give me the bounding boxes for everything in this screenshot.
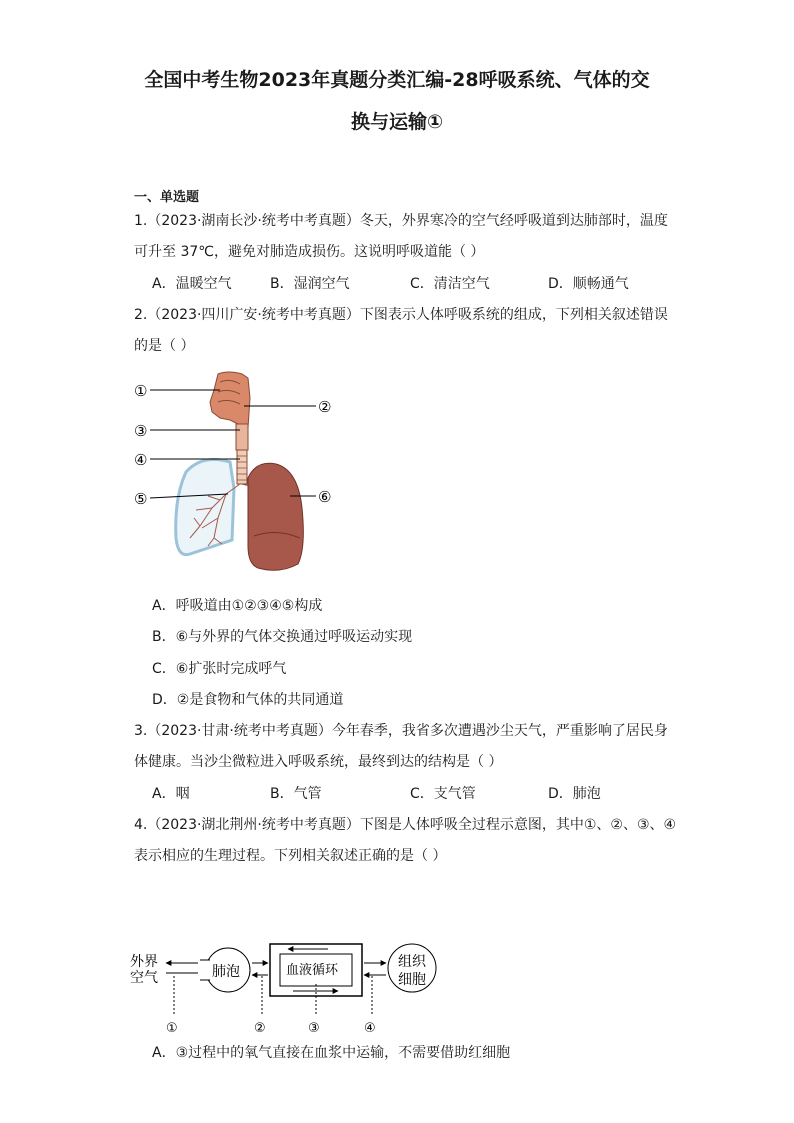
q1-option-d[interactable]: D．顺畅通气: [548, 276, 629, 292]
q3-stem-line-2: 体健康。当沙尘微粒进入呼吸系统，最终到达的结构是（ ）: [134, 754, 503, 770]
q3-stem-line-1: 3.（2023·甘肃·统考中考真题）今年春季，我省多次遭遇沙尘天气，严重影响了居民身: [134, 723, 668, 739]
alveoli-label: 肺泡: [212, 964, 240, 980]
process-marker-1: ①: [166, 1021, 178, 1036]
diagram-label-3: ③: [134, 422, 148, 440]
process-marker-4: ④: [364, 1021, 376, 1036]
diagram-label-6: ⑥: [318, 488, 332, 506]
q2-option-c[interactable]: C．⑥扩张时完成呼气: [152, 661, 287, 677]
outside-air-label-1: 外界: [130, 954, 158, 970]
q2-option-d[interactable]: D．②是食物和气体的共同通道: [152, 692, 344, 708]
section-heading: 一、单选题: [134, 190, 200, 205]
blood-circulation-label: 血液循环: [286, 963, 339, 978]
q2-option-b[interactable]: B．⑥与外界的气体交换通过呼吸运动实现: [152, 629, 413, 645]
right-lung-shape: [248, 463, 303, 570]
q1-option-c[interactable]: C．清洁空气: [410, 276, 490, 292]
q1-option-a[interactable]: A．温暖空气: [152, 276, 232, 292]
q4-stem-line-1: 4.（2023·湖北荆州·统考中考真题）下图是人体呼吸全过程示意图，其中①、②、③、④: [134, 817, 677, 833]
q1-stem-line-2: 可升至 37℃，避免对肺造成损伤。这说明呼吸道能（ ）: [134, 244, 485, 260]
page-title-line-2: 换与运输①: [350, 111, 444, 133]
process-marker-3: ③: [308, 1021, 320, 1036]
q2-stem-line-1: 2.（2023·四川广安·统考中考真题）下图表示人体呼吸系统的组成，下列相关叙述错误: [134, 307, 668, 323]
q2-stem-line-2: 的是（ ）: [134, 338, 195, 354]
outside-air-label-2: 空气: [130, 970, 158, 986]
q4-option-a[interactable]: A．③过程中的氧气直接在血浆中运输，不需要借助红细胞: [152, 1045, 511, 1061]
left-lung-outline: [176, 460, 234, 555]
respiration-process-diagram: [128, 938, 448, 1036]
diagram-label-5: ⑤: [134, 490, 148, 508]
tissue-cell-label-1: 组织: [398, 954, 426, 970]
q1-option-b[interactable]: B．湿润空气: [270, 276, 350, 292]
q3-option-c[interactable]: C．支气管: [410, 786, 476, 802]
trachea-shape: [237, 450, 247, 484]
q4-stem-line-2: 表示相应的生理过程。下列相关叙述正确的是（ ）: [134, 848, 447, 864]
q1-stem-line-1: 1.（2023·湖南长沙·统考中考真题）冬天，外界寒冷的空气经呼吸道到达肺部时，温度: [134, 213, 668, 229]
diagram-label-1: ①: [134, 382, 148, 400]
q3-option-a[interactable]: A．咽: [152, 786, 190, 802]
diagram-label-2: ②: [318, 398, 332, 416]
diagram-label-4: ④: [134, 451, 148, 469]
q3-option-b[interactable]: B．气管: [270, 786, 322, 802]
q3-option-d[interactable]: D．肺泡: [548, 786, 601, 802]
tissue-cell-label-2: 细胞: [398, 972, 426, 988]
larynx-shape: [236, 424, 248, 450]
respiratory-system-diagram: [130, 368, 340, 583]
page-title-line-1: 全国中考生物2023年真题分类汇编-28呼吸系统、气体的交: [144, 69, 650, 91]
process-marker-2: ②: [254, 1021, 266, 1036]
q2-option-a[interactable]: A．呼吸道由①②③④⑤构成: [152, 598, 323, 614]
